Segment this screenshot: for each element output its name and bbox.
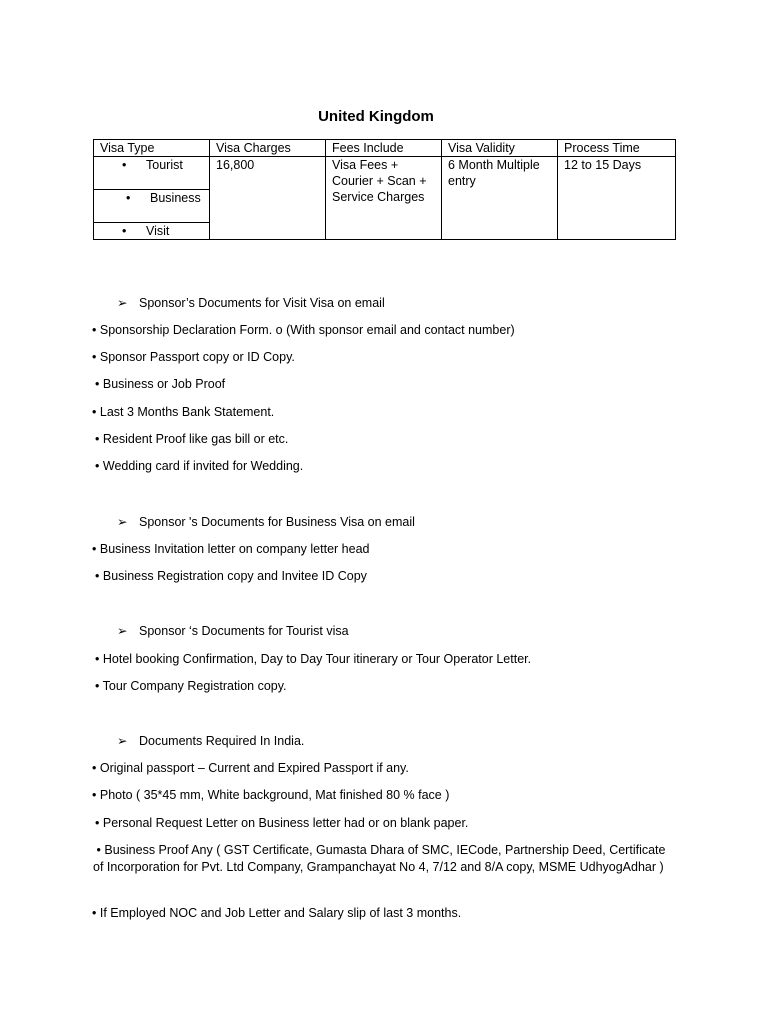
header-visa-type: Visa Type: [94, 140, 210, 157]
list-item-text: Original passport – Current and Expired Passport if any.: [99, 761, 409, 775]
list-item-text: Hotel booking Confirmation, Day to Day Tour itinerary or Tour Operator Letter.: [102, 652, 532, 666]
list-item-text: Wedding card if invited for Wedding.: [102, 459, 304, 473]
section-heading-text: Sponsor’s Documents for Visit Visa on email: [139, 296, 385, 310]
bullet-icon: •: [92, 323, 97, 337]
visa-charges-cell: 16,800: [210, 157, 326, 240]
list-item-text: Personal Request Letter on Business letter had or on blank paper.: [102, 816, 469, 830]
list-item: [92, 322, 677, 339]
list-item-text: Last 3 Months Bank Statement.: [99, 405, 275, 419]
visa-type-visit: Visit: [146, 224, 170, 238]
bullet-icon: •: [96, 843, 101, 857]
list-item: [95, 651, 680, 668]
arrow-bullet-icon: ➢: [117, 624, 128, 638]
header-fees-include: Fees Include: [326, 140, 442, 157]
list-item-text: Business Invitation letter on company letter head: [99, 542, 370, 556]
list-item: [95, 458, 680, 475]
bullet-icon: •: [92, 350, 97, 364]
bullet-icon: •: [95, 432, 100, 446]
bullet-icon: •: [126, 191, 131, 205]
visa-type-cell: [94, 223, 210, 240]
list-item: [92, 541, 677, 558]
list-item-text: Tour Company Registration copy.: [102, 679, 287, 693]
bullet-icon: •: [92, 906, 97, 920]
page-title: United Kingdom: [318, 108, 434, 125]
bullet-icon: •: [92, 542, 97, 556]
list-item: [92, 905, 677, 922]
bullet-icon: •: [95, 679, 100, 693]
section-heading-visit: [117, 295, 385, 310]
list-item: [93, 842, 678, 876]
bullet-icon: •: [122, 158, 127, 172]
visa-validity-cell: 6 Month Multiple entry: [442, 157, 558, 240]
bullet-icon: •: [92, 405, 97, 419]
table-header-row: [94, 140, 676, 157]
list-item: [92, 787, 677, 804]
section-heading-india: [117, 733, 304, 748]
header-visa-validity: Visa Validity: [442, 140, 558, 157]
list-item: [95, 678, 680, 695]
visa-type-tourist: Tourist: [146, 158, 183, 172]
section-heading-tourist: [117, 623, 349, 638]
visa-table: [93, 139, 676, 240]
list-item: [95, 815, 680, 832]
bullet-icon: •: [95, 816, 100, 830]
visa-type-cell: [94, 157, 210, 190]
list-item: [92, 404, 677, 421]
fees-include-cell: Visa Fees + Courier + Scan + Service Charges: [326, 157, 442, 240]
visa-type-business: Business: [150, 191, 201, 205]
list-item-text: If Employed NOC and Job Letter and Salary slip of last 3 months.: [99, 906, 462, 920]
bullet-icon: •: [95, 569, 100, 583]
list-item: [92, 760, 677, 777]
bullet-icon: •: [95, 652, 100, 666]
list-item-text: Resident Proof like gas bill or etc.: [102, 432, 289, 446]
list-item: [95, 431, 680, 448]
process-time-cell: 12 to 15 Days: [558, 157, 676, 240]
list-item: [95, 376, 680, 393]
list-item: [92, 349, 677, 366]
visa-type-cell: [94, 190, 210, 223]
table-row: [94, 157, 676, 190]
section-heading-text: Documents Required In India.: [139, 734, 305, 748]
arrow-bullet-icon: ➢: [117, 734, 128, 748]
list-item-text: Business Registration copy and Invitee ID Copy: [102, 569, 367, 583]
section-heading-text: Sponsor ‘s Documents for Tourist visa: [139, 624, 349, 638]
bullet-icon: •: [92, 788, 97, 802]
list-item-text: Business or Job Proof: [102, 377, 226, 391]
bullet-icon: •: [122, 224, 127, 238]
header-process-time: Process Time: [558, 140, 676, 157]
list-item-text: Business Proof Any ( GST Certificate, Gumasta Dhara of SMC, IECode, Partnership Deed, Certificate of Incorporation for Pvt. Ltd Company, Grampanchayat No 4, 7/12 and 8/A copy, MSME UdhyogAdhar ): [93, 843, 666, 874]
bullet-icon: •: [95, 377, 100, 391]
section-heading-business: [117, 514, 415, 529]
list-item-text: Sponsor Passport copy or ID Copy.: [99, 350, 295, 364]
arrow-bullet-icon: ➢: [117, 515, 128, 529]
section-heading-text: Sponsor 's Documents for Business Visa on email: [139, 515, 415, 529]
arrow-bullet-icon: ➢: [117, 296, 128, 310]
list-item-text: Sponsorship Declaration Form. o (With sponsor email and contact number): [99, 323, 515, 337]
bullet-icon: •: [95, 459, 100, 473]
bullet-icon: •: [92, 761, 97, 775]
header-visa-charges: Visa Charges: [210, 140, 326, 157]
list-item: [95, 568, 680, 585]
list-item-text: Photo ( 35*45 mm, White background, Mat finished 80 % face ): [99, 788, 450, 802]
